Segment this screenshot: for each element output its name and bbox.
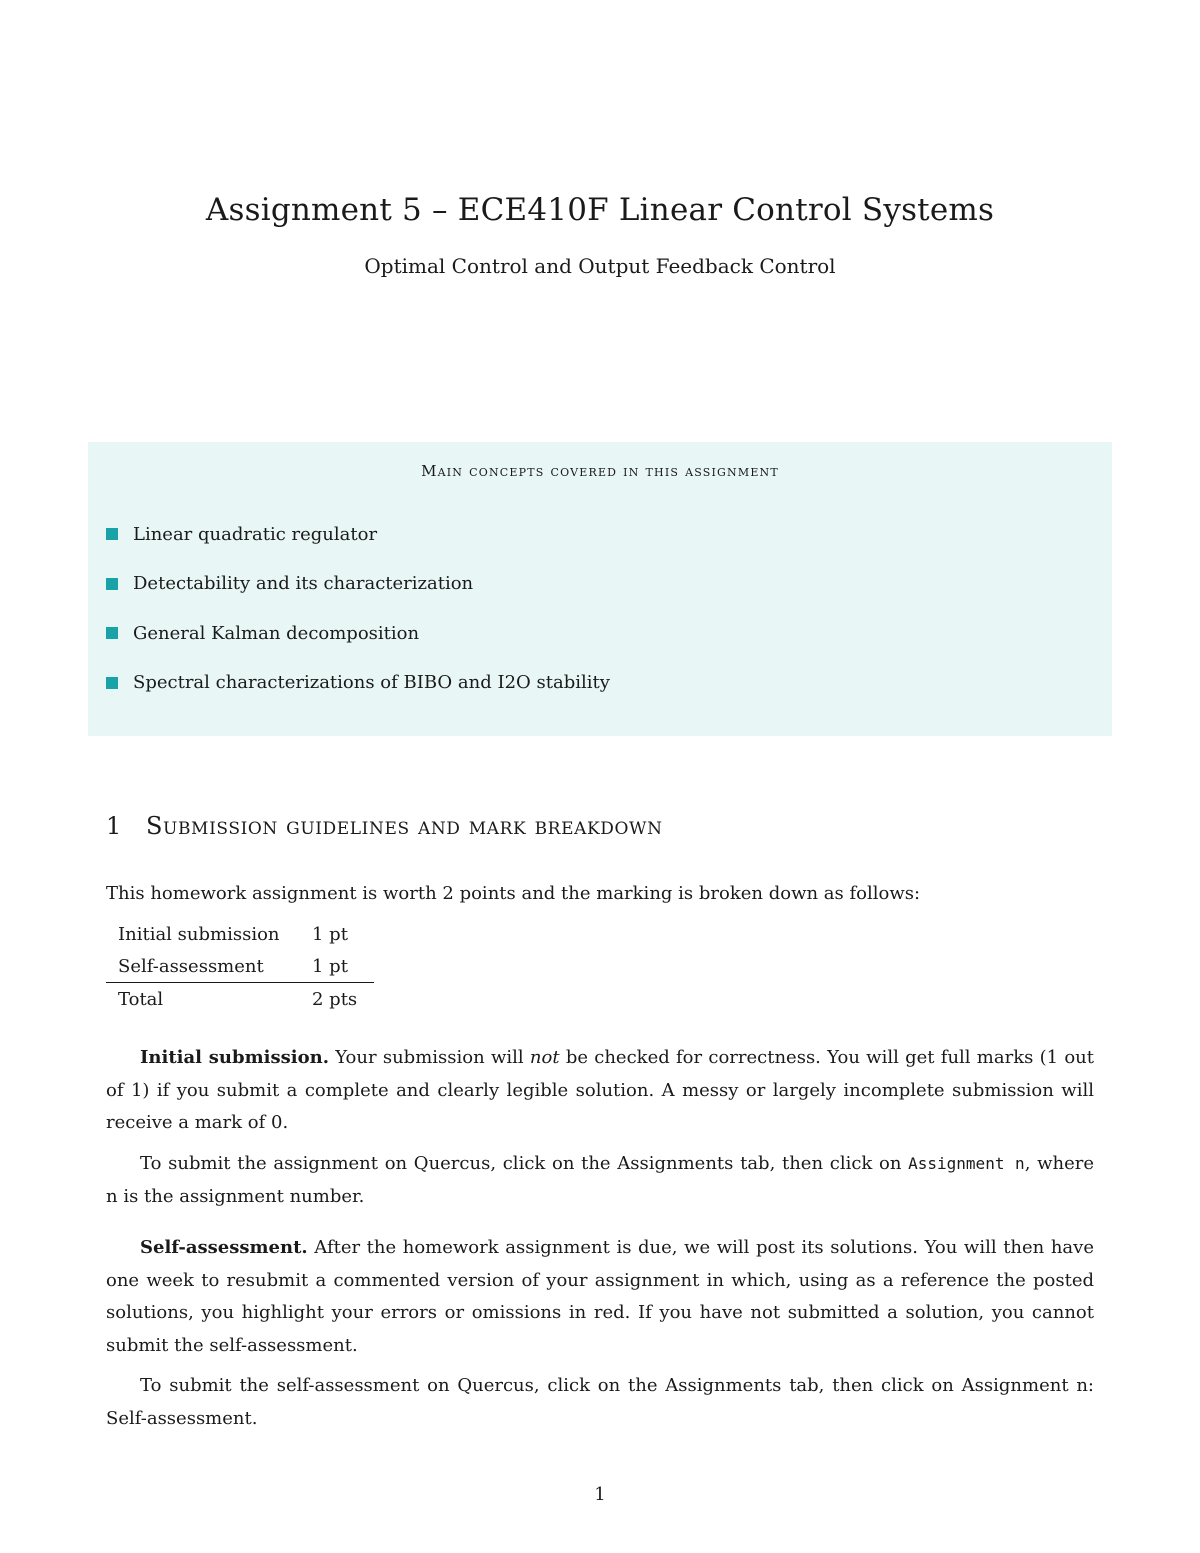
square-bullet-icon xyxy=(106,528,118,540)
table-row xyxy=(106,950,374,983)
square-bullet-icon xyxy=(106,677,118,689)
assignment-code: Assignment n xyxy=(908,1154,1025,1173)
initial-submission-emphasis: not xyxy=(529,1047,560,1068)
initial-submission-paragraph xyxy=(106,1042,1094,1140)
concept-item-label: Linear quadratic regulator xyxy=(133,523,378,545)
document-subtitle: Optimal Control and Output Feedback Control xyxy=(364,254,836,278)
self-assessment-paragraph xyxy=(106,1232,1094,1362)
mark-item: Self-assessment xyxy=(118,955,264,977)
section-intro: This homework assignment is worth 2 points and the marking is broken down as follows: xyxy=(106,883,921,904)
mark-breakdown-table xyxy=(106,918,374,1016)
mark-points: 1 pt xyxy=(312,955,348,977)
initial-submission-text-b: be checked for correctness. You will get full marks (1 out of 1) if you submit a complete and clearly legible solution. A messy or largely incomplete submission will receive a mark of 0. xyxy=(106,1047,1095,1133)
document-title: Assignment 5 – ECE410F Linear Control Systems xyxy=(205,192,995,228)
table-row xyxy=(106,918,374,950)
table-total-row xyxy=(106,983,374,1017)
main-concepts-list xyxy=(106,522,610,720)
initial-submit-text-b: , where n is the assignment number. xyxy=(106,1153,1095,1207)
mark-item: Initial submission xyxy=(118,923,280,945)
mark-total-label: Total xyxy=(106,983,300,1017)
concept-item xyxy=(106,572,610,596)
page-number: 1 xyxy=(594,1484,606,1505)
concept-item-label: General Kalman decomposition xyxy=(133,622,420,644)
self-assessment-text: After the homework assignment is due, we will post its solutions. You will then have one week to resubmit a commented version of your assignment in which, using as a reference the posted solutions, you highlight your errors or omissions in red. If you have not submitted a solution, you cannot submit the self-assessment. xyxy=(106,1237,1094,1356)
initial-submission-lead: Initial submission. xyxy=(140,1047,329,1068)
concept-item-label: Spectral characterizations of BIBO and I2O stability xyxy=(133,672,610,693)
initial-submission-text-a: Your submission will xyxy=(328,1047,530,1068)
concept-item xyxy=(106,522,610,546)
section-number: 1 xyxy=(106,812,122,840)
mark-total-points: 2 pts xyxy=(300,983,374,1017)
section-heading xyxy=(106,812,663,840)
square-bullet-icon xyxy=(106,627,118,639)
mark-points: 1 pt xyxy=(312,923,348,945)
self-submit-instructions: To submit the self-assessment on Quercus, click on the Assignments tab, then click on Assignment n: Self-assessment. xyxy=(106,1375,1094,1429)
concept-item-label: Detectability and its characterization xyxy=(133,573,474,594)
main-concepts-box xyxy=(88,442,1112,736)
main-concepts-heading: Main concepts covered in this assignment xyxy=(421,462,779,480)
concept-item xyxy=(106,621,610,645)
initial-submit-instructions xyxy=(106,1148,1094,1213)
square-bullet-icon xyxy=(106,578,118,590)
initial-submit-text-a: To submit the assignment on Quercus, click on the Assignments tab, then click on xyxy=(140,1153,909,1174)
section-title: Submission guidelines and mark breakdown xyxy=(146,812,663,840)
self-assessment-lead: Self-assessment. xyxy=(140,1237,308,1258)
concept-item xyxy=(106,671,610,695)
